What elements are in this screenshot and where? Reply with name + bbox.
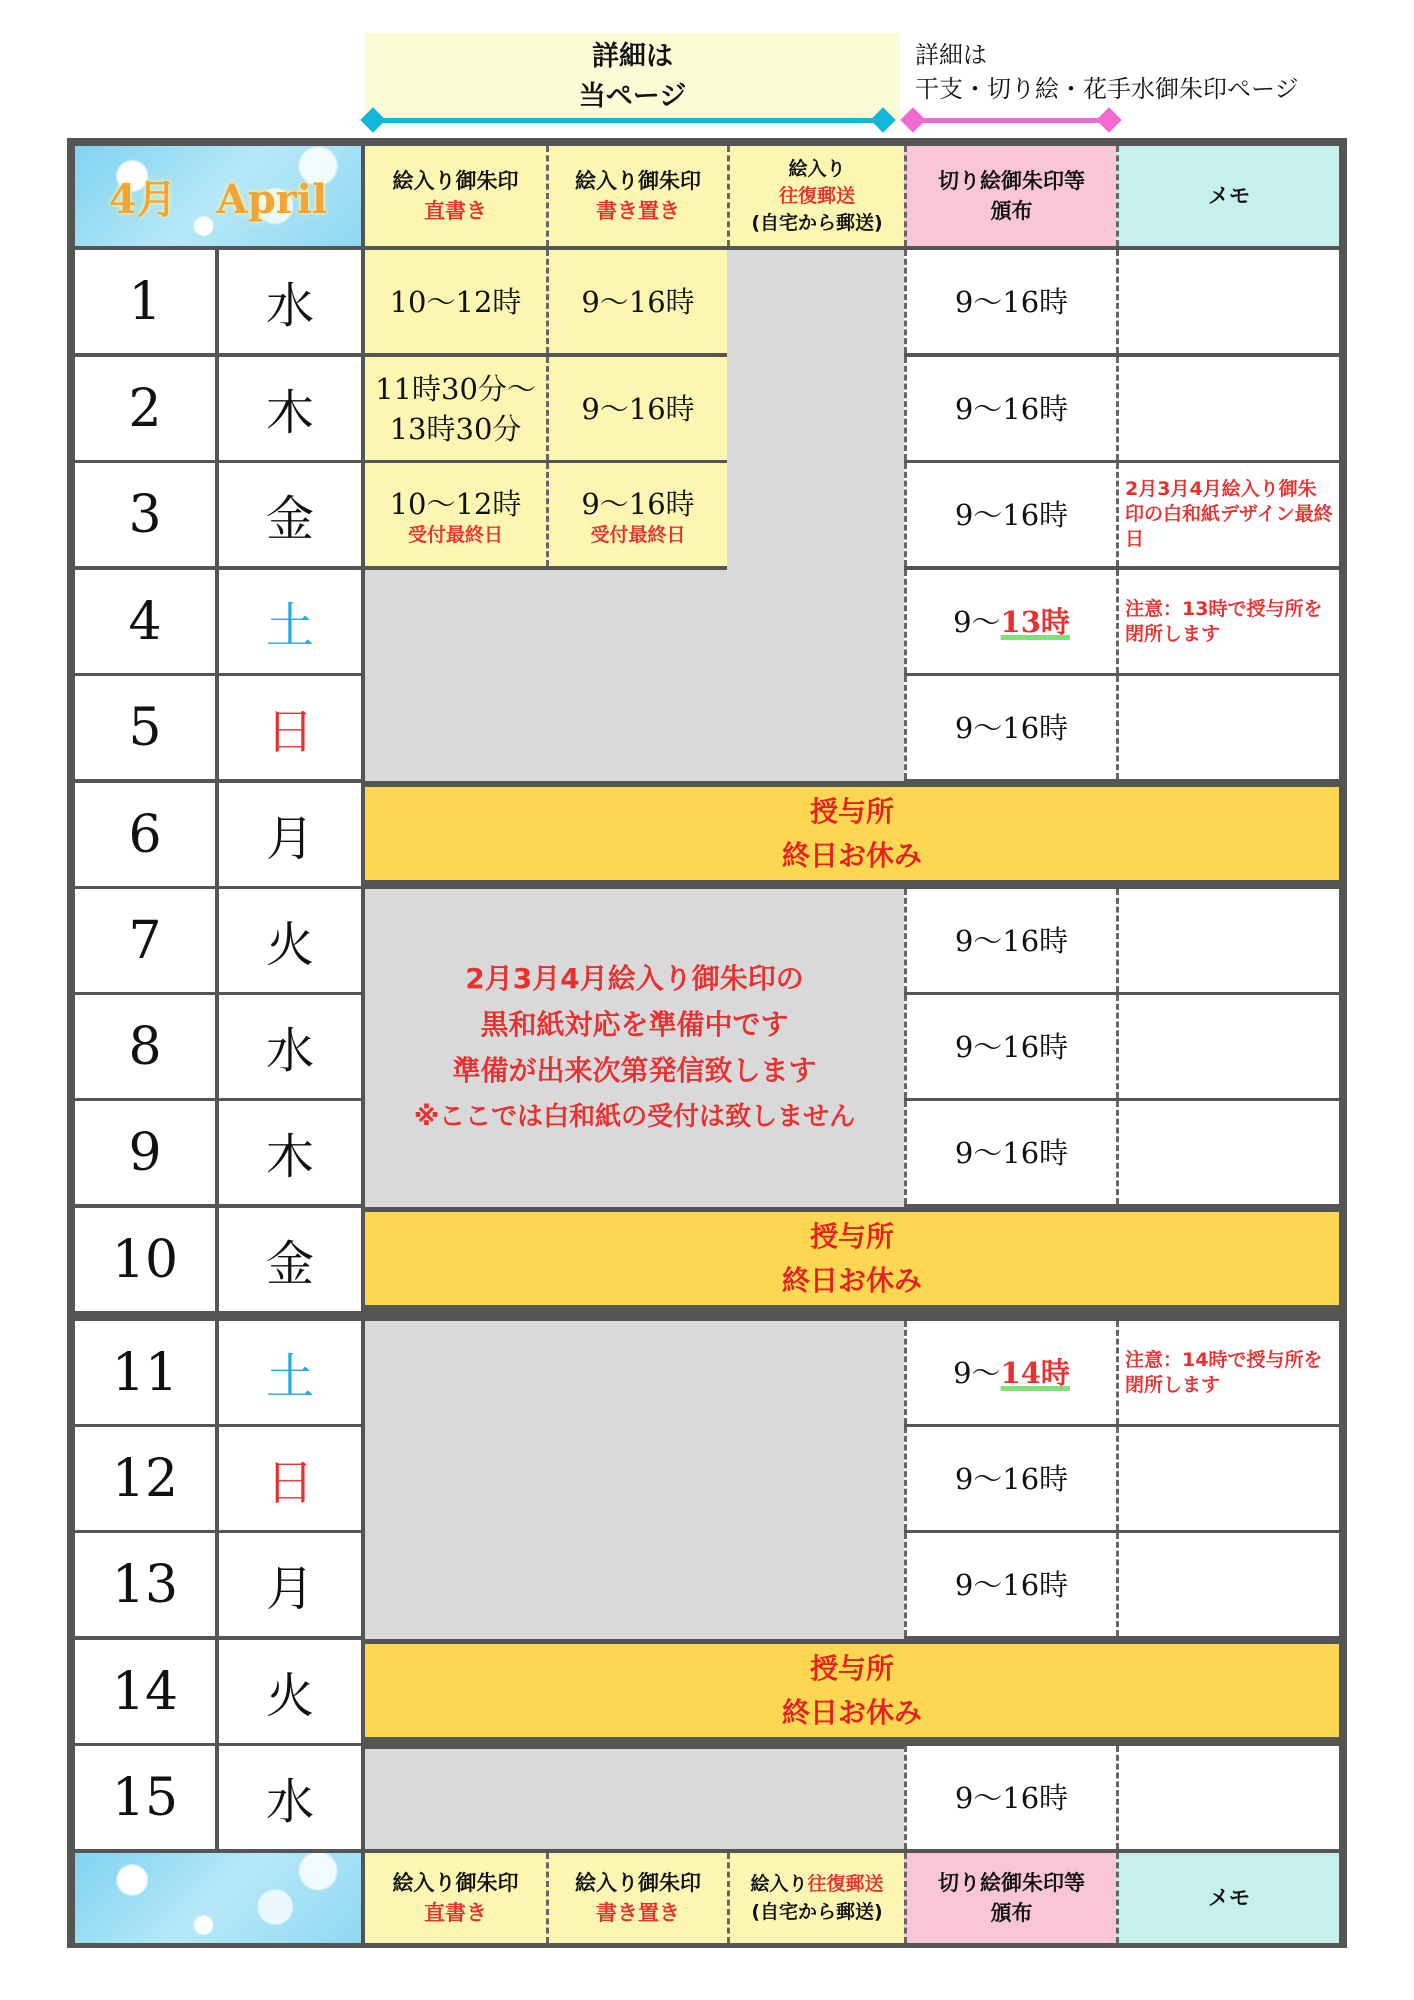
day-number: 3 (75, 463, 215, 566)
placed-deadline-note: 受付最終日 (590, 523, 686, 546)
pink-arrow-left-tip-icon (900, 107, 925, 132)
footer-placed (546, 1853, 727, 1943)
footer-mail-note: (自宅から郵送) (751, 1901, 883, 1923)
day-number: 2 (75, 357, 215, 460)
header-kirie-sub: 頒布 (990, 199, 1033, 223)
placed-hours (546, 250, 727, 353)
day-number: 13 (75, 1533, 215, 1636)
header-memo (1116, 146, 1339, 246)
weekday: 日 (219, 1427, 361, 1530)
placed-hours-text: 9〜16時 (581, 284, 695, 319)
day-number: 6 (75, 783, 215, 886)
kirie-hours-start: 9〜 (953, 1355, 1001, 1390)
footer-placed-title: 絵入り御朱印 (575, 1871, 701, 1895)
memo-cell (1116, 1533, 1339, 1636)
direct-hours-text: 10〜12時 (389, 486, 522, 521)
cyan-span-arrow (372, 118, 887, 123)
awarding-office-closed-banner (365, 1644, 1339, 1737)
placed-hours-text: 9〜16時 (581, 486, 695, 521)
kirie-hours-end: 14時 (1000, 1355, 1070, 1390)
kirie-hours: 9〜16時 (904, 889, 1116, 992)
closed-line2: 終日お休み (781, 838, 922, 872)
kirie-hours: 9〜16時 (904, 1533, 1116, 1636)
day-number: 1 (75, 250, 215, 353)
footer-mail-sub: 往復郵送 (807, 1873, 884, 1895)
footer-direct (365, 1853, 546, 1943)
pink-arrow-right-tip-icon (1096, 107, 1121, 132)
detail-note-line2: 当ページ (578, 81, 687, 112)
weekday: 月 (219, 783, 361, 886)
footer-kirie (904, 1853, 1116, 1943)
memo-cell: 注意：13時で授与所を閉所します (1116, 570, 1339, 673)
memo-cell (1116, 250, 1339, 353)
kirie-hours-early-close (953, 602, 1070, 642)
weekday: 火 (219, 889, 361, 992)
kirie-hours: 9〜16時 (904, 1427, 1116, 1530)
header-mail-title: 絵入り (788, 157, 846, 180)
month-title: 4月 April (108, 175, 328, 223)
kirie-hours-early-close (953, 1353, 1070, 1393)
placed-hours (546, 463, 727, 566)
notice-line2: 黒和紙対応を準備中です (480, 1008, 789, 1041)
weekday: 水 (219, 995, 361, 1098)
day-number: 4 (75, 570, 215, 673)
direct-hours-text: 10〜12時 (389, 284, 522, 319)
footer-memo-title: メモ (1208, 1886, 1250, 1910)
footer-memo (1116, 1853, 1339, 1943)
header-placed-sub: 書き置き (596, 199, 680, 223)
row-15-unavailable (365, 1749, 904, 1849)
direct-hours (365, 357, 546, 460)
mail-column-unavailable (727, 250, 904, 570)
right-note-line1: 詳細は (915, 41, 987, 69)
kirie-hours: 9〜16時 (904, 1101, 1116, 1204)
header-memo-title: メモ (1208, 184, 1250, 208)
direct-hours (365, 250, 546, 353)
kirie-hours-start: 9〜 (953, 604, 1001, 639)
day-number: 5 (75, 676, 215, 779)
detail-note-this-page (365, 33, 900, 123)
day-number: 11 (75, 1321, 215, 1424)
weekday: 水 (219, 250, 361, 353)
closed-line1: 授与所 (809, 1651, 894, 1685)
weekday: 水 (219, 1746, 361, 1849)
kirie-hours (904, 570, 1116, 673)
footer-mail-title: 絵入り (750, 1873, 808, 1895)
pink-span-arrow (912, 118, 1112, 123)
memo-cell (1116, 889, 1339, 992)
header-kirie-title: 切り絵御朱印等 (938, 169, 1085, 193)
closed-line2: 終日お休み (781, 1695, 922, 1729)
memo-cell (1116, 1746, 1339, 1849)
day-number: 8 (75, 995, 215, 1098)
weekday: 木 (219, 357, 361, 460)
day-number: 7 (75, 889, 215, 992)
day-number: 12 (75, 1427, 215, 1530)
header-placed (546, 146, 727, 246)
footer-bokeh (75, 1853, 361, 1943)
closed-line1: 授与所 (809, 1219, 894, 1253)
header-mail (727, 146, 904, 246)
memo-cell: 2月3月4月絵入り御朱印の白和紙デザイン最終日 (1116, 463, 1339, 566)
month-header (75, 146, 361, 246)
weekday: 月 (219, 1533, 361, 1636)
header-direct-sub: 直書き (424, 199, 487, 223)
placed-hours (546, 357, 727, 460)
day-number: 10 (75, 1208, 215, 1311)
weekday: 火 (219, 1640, 361, 1743)
memo-cell (1116, 1101, 1339, 1204)
kirie-hours: 9〜16時 (904, 995, 1116, 1098)
direct-deadline-note: 受付最終日 (407, 523, 503, 546)
kirie-hours: 9〜16時 (904, 357, 1116, 460)
awarding-office-closed-banner (365, 1212, 1339, 1305)
weekday: 土 (219, 570, 361, 673)
placed-hours-text: 9〜16時 (581, 391, 695, 426)
notice-line1: 2月3月4月絵入り御朱印の (465, 962, 804, 995)
memo-cell (1116, 357, 1339, 460)
black-washi-notice (365, 889, 904, 1207)
right-note-line2: 干支・切り絵・花手水御朱印ページ (915, 75, 1299, 103)
direct-hours-line2: 13時30分 (389, 411, 522, 446)
closed-line1: 授与所 (809, 794, 894, 828)
rows-11-13-unavailable (365, 1321, 904, 1639)
memo-cell: 注意：14時で授与所を閉所します (1116, 1321, 1339, 1424)
memo-cell (1116, 676, 1339, 779)
kirie-hours (904, 1321, 1116, 1424)
day-number: 14 (75, 1640, 215, 1743)
footer-mail (727, 1853, 904, 1943)
memo-cell (1116, 1427, 1339, 1530)
weekday: 金 (219, 1208, 361, 1311)
weekday: 日 (219, 676, 361, 779)
direct-hours-line1: 11時30分〜 (375, 371, 536, 406)
kirie-hours: 9〜16時 (904, 676, 1116, 779)
notice-line4: ※ここでは白和紙の受付は致しません (413, 1102, 856, 1132)
footer-kirie-title: 切り絵御朱印等 (938, 1871, 1085, 1895)
weekday: 金 (219, 463, 361, 566)
kirie-hours: 9〜16時 (904, 1746, 1116, 1849)
weekday: 木 (219, 1101, 361, 1204)
header-direct-title: 絵入り御朱印 (392, 169, 519, 193)
header-placed-title: 絵入り御朱印 (575, 169, 701, 193)
notice-line3: 準備が出来次第発信致します (452, 1054, 817, 1087)
header-direct (365, 146, 546, 246)
rows-4-5-unavailable (365, 570, 904, 781)
weekday: 土 (219, 1321, 361, 1424)
footer-kirie-sub: 頒布 (990, 1901, 1033, 1925)
day-number: 9 (75, 1101, 215, 1204)
kirie-hours: 9〜16時 (904, 463, 1116, 566)
kirie-hours-end: 13時 (1000, 604, 1070, 639)
kirie-hours: 9〜16時 (904, 250, 1116, 353)
detail-note-other-page (915, 38, 1395, 106)
direct-hours (365, 463, 546, 566)
closed-line2: 終日お休み (781, 1263, 922, 1297)
detail-note-line1: 詳細は (592, 41, 673, 72)
header-mail-sub: 往復郵送 (778, 184, 855, 207)
day-number: 15 (75, 1746, 215, 1849)
memo-cell (1116, 995, 1339, 1098)
footer-direct-sub: 直書き (424, 1901, 487, 1925)
schedule-table (67, 138, 1347, 1948)
footer-direct-title: 絵入り御朱印 (392, 1871, 519, 1895)
awarding-office-closed-banner (365, 787, 1339, 880)
header-kirie (904, 146, 1116, 246)
footer-placed-sub: 書き置き (596, 1901, 680, 1925)
header-mail-note: (自宅から郵送) (751, 211, 883, 234)
